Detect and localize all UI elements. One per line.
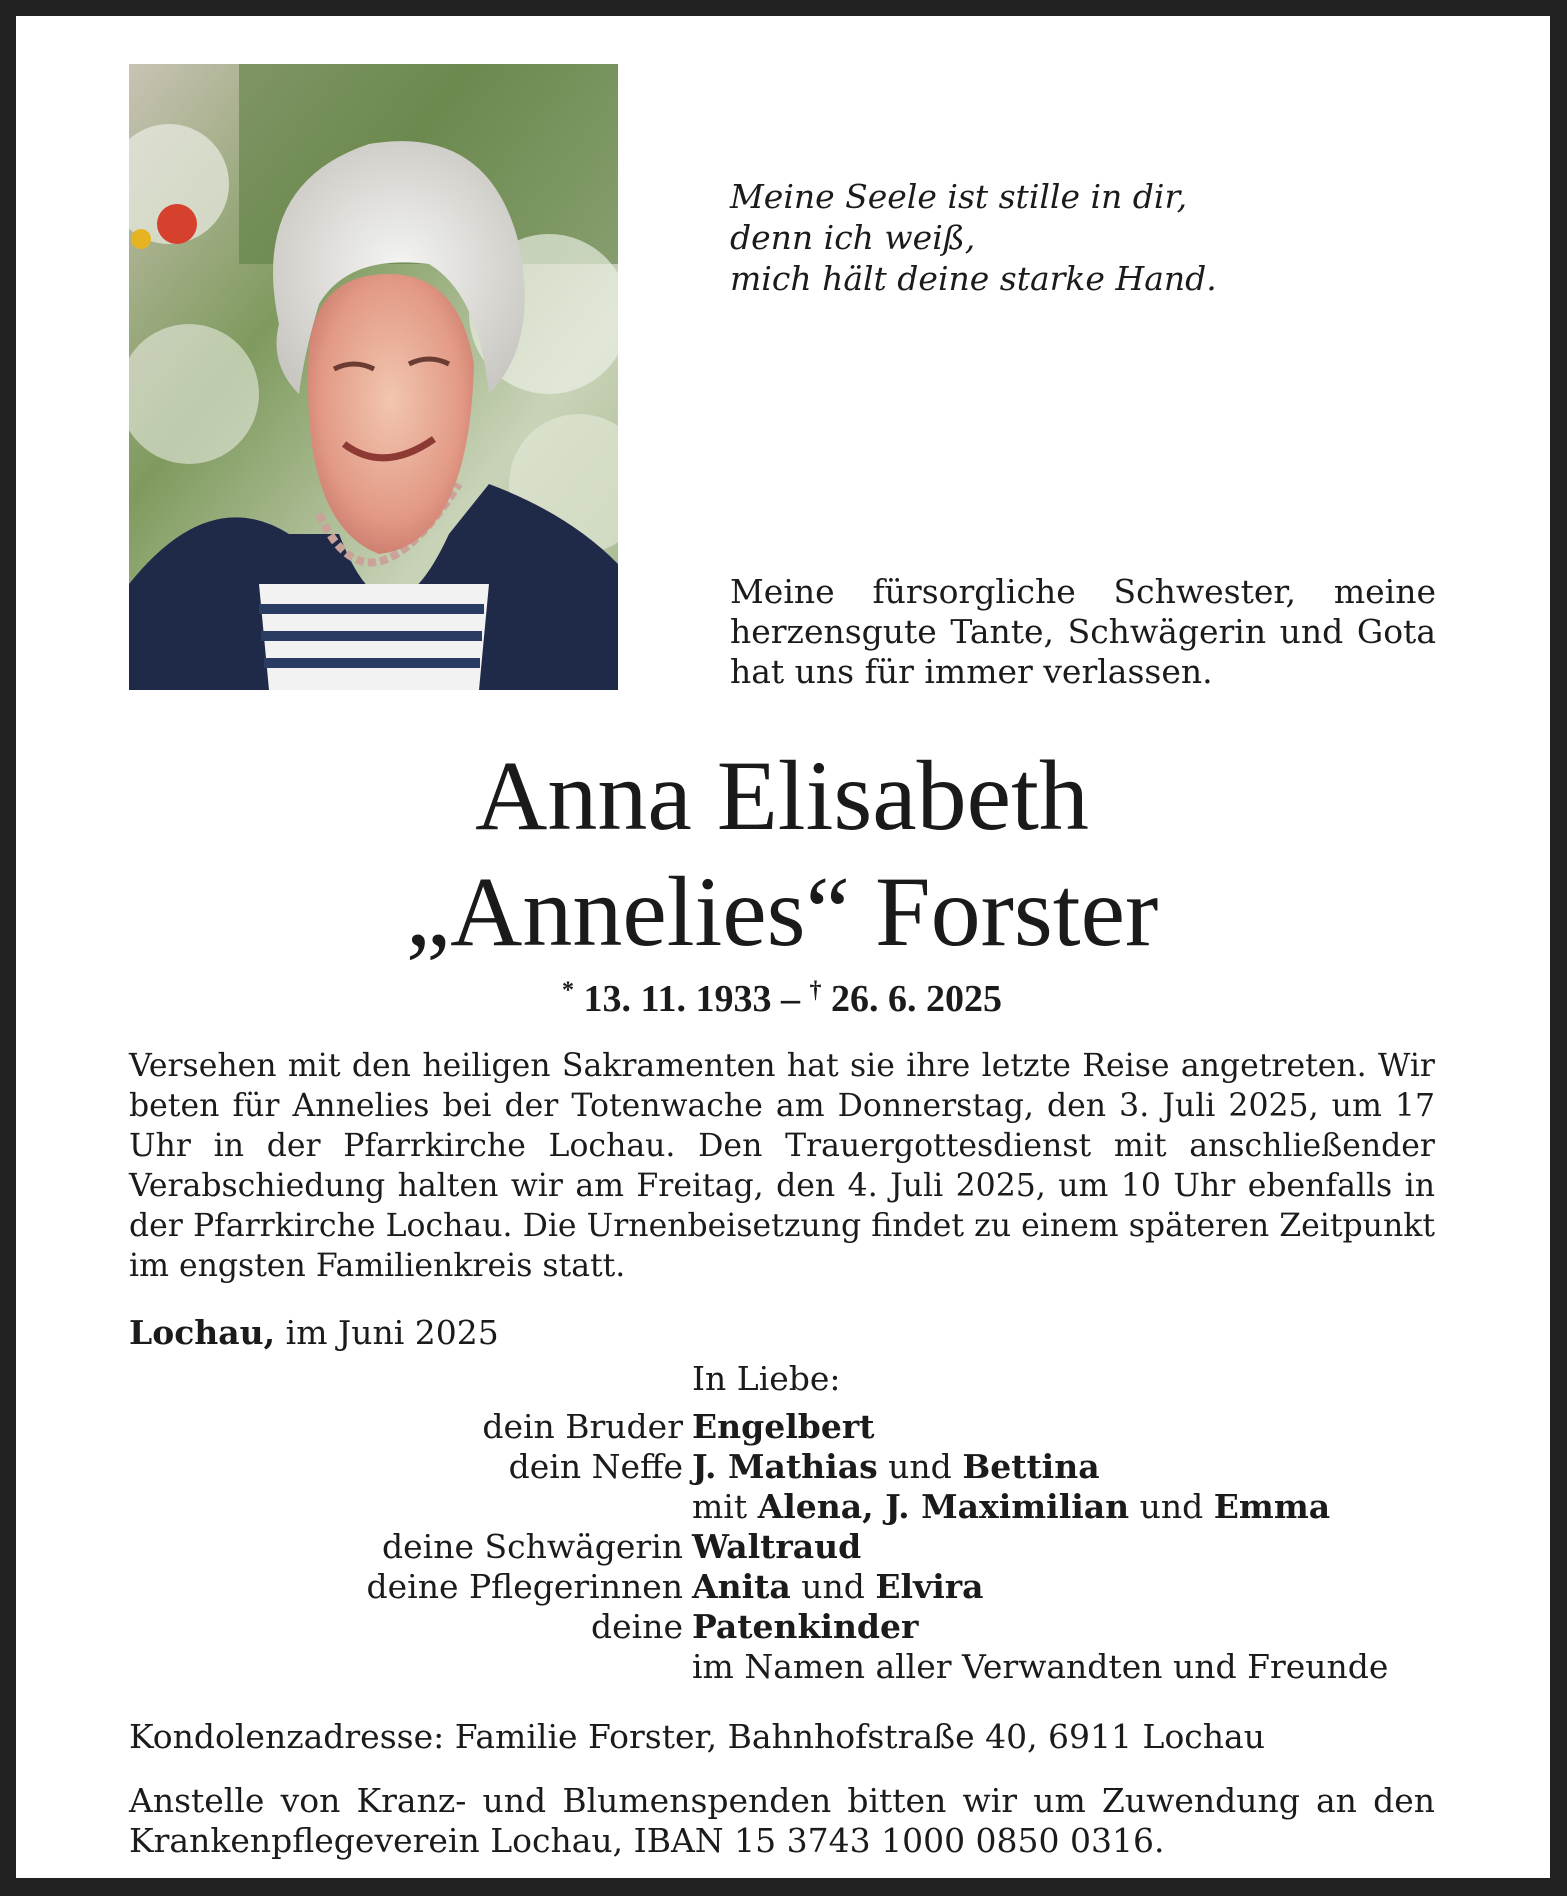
mourner-names — [692, 1407, 874, 1447]
mourner-row — [129, 1567, 1435, 1607]
mourner-name: Anita — [692, 1567, 791, 1606]
mourner-row — [129, 1447, 1435, 1487]
name-line-2: „Annelies“ Forster — [405, 856, 1159, 967]
mourner-row — [129, 1527, 1435, 1567]
mourner-connector: im Namen aller Verwandten und Freunde — [692, 1647, 1389, 1686]
mourner-names — [692, 1607, 918, 1647]
mourner-name: Engelbert — [692, 1407, 875, 1446]
verse-line: mich hält deine starke Hand. — [730, 259, 1217, 298]
mourner-relation: deine — [591, 1607, 683, 1646]
mourner-connector: und — [790, 1567, 876, 1606]
place: Lochau, — [129, 1313, 276, 1352]
donation-note: Anstelle von Kranz- und Blumenspenden bitten wir um Zuwendung an den Krankenpflegeverein Lochau, IBAN 15 3743 1000 0850 0316. — [129, 1781, 1435, 1860]
birth-date: 13. 11. 1933 — [583, 978, 772, 1020]
service-details: Versehen mit den heiligen Sakramenten hat sie ihre letzte Reise angetreten. Wir beten für Annelies bei der Totenwache am Donnerstag, den 3. Juli 2025, um 17 Uhr in der Pfarrkirche Lochau. Den Trauergottesdienst mit anschließender Verabschiedung halten wir am Freitag, den 4. Juli 2025, um 10 Uhr ebenfalls in der Pfarrkirche Lochau. Die Urnenbeisetzung findet zu einem späteren Zeitpunkt im engsten Familienkreis statt. — [129, 1048, 1435, 1284]
life-dates — [129, 976, 1435, 1022]
mourner-relation: dein Bruder — [482, 1407, 683, 1446]
mourner-name: Waltraud — [692, 1527, 862, 1566]
mourner-names — [692, 1567, 984, 1607]
date-separator: – — [780, 978, 800, 1020]
in-love-label: In Liebe: — [692, 1359, 841, 1398]
obituary-page — [16, 16, 1550, 1878]
mourner-relation: deine Pflegerinnen — [366, 1567, 683, 1606]
mourner-name: Emma — [1213, 1487, 1331, 1526]
name-line-1: Anna Elisabeth — [475, 740, 1089, 851]
mourner-row — [129, 1487, 1435, 1527]
mourner-names — [692, 1447, 1100, 1487]
death-date: 26. 6. 2025 — [830, 978, 1002, 1020]
mourner-name: Patenkinder — [692, 1607, 919, 1646]
mourner-name: Alena, J. Maximilian — [757, 1487, 1130, 1526]
birth-symbol: * — [562, 977, 575, 1004]
condolence-address: Kondolenzadresse: Familie Forster, Bahnhofstraße 40, 6911 Lochau — [129, 1717, 1265, 1756]
mourner-row — [129, 1647, 1435, 1687]
mourner-connector: und — [1129, 1487, 1214, 1526]
mourner-row — [129, 1407, 1435, 1447]
intro-text: Meine fürsorgliche Schwester, meine herzensgute Tante, Schwägerin und Gota hat uns für immer verlassen. — [730, 572, 1436, 691]
mourner-connector: und — [877, 1447, 963, 1486]
bible-verse — [730, 176, 1430, 299]
mourner-name: Bettina — [962, 1447, 1100, 1486]
portrait-photo — [129, 64, 618, 690]
mourner-row — [129, 1607, 1435, 1647]
mourner-names — [692, 1487, 1330, 1527]
verse-line: denn ich weiß, — [730, 218, 976, 257]
mourner-relation: dein Neffe — [508, 1447, 683, 1486]
mourner-names — [692, 1527, 861, 1567]
mourner-name: Elvira — [875, 1567, 984, 1606]
mourner-names — [692, 1647, 1388, 1687]
mourners-list — [129, 1407, 1435, 1687]
verse-line: Meine Seele ist stille in dir, — [730, 177, 1188, 216]
place-and-date — [129, 1313, 499, 1353]
death-symbol: † — [809, 977, 822, 1004]
mourner-connector: mit — [692, 1487, 758, 1526]
deceased-name — [129, 738, 1435, 970]
date: im Juni 2025 — [285, 1313, 499, 1352]
mourner-relation: deine Schwägerin — [382, 1527, 683, 1566]
mourner-name: J. Mathias — [692, 1447, 878, 1486]
portrait-image-icon — [129, 64, 618, 690]
